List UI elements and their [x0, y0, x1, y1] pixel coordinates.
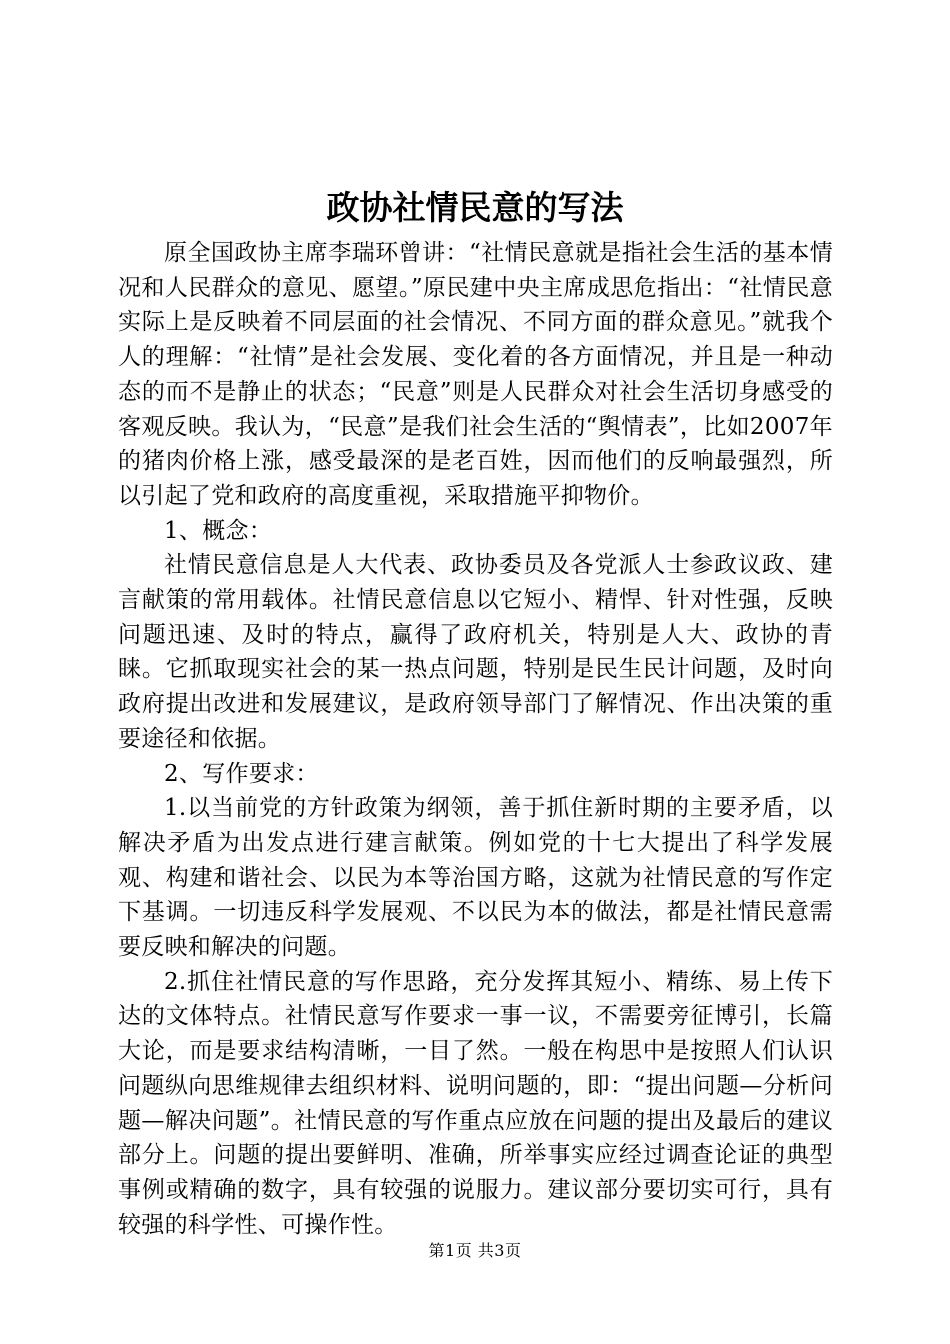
- paragraph-requirement-1: 1.以当前党的方针政策为纲领，善于抓住新时期的主要矛盾，以解决矛盾为出发点进行建言献策。例如党的十七大提出了科学发展观、构建和谐社会、以民为本等治国方略，这就为社情民意的写作定下基调。一切违反科学发展观、不以民为本的做法，都是社情民意需要反映和解决的问题。: [118, 795, 833, 961]
- paragraph-concept: 社情民意信息是人大代表、政协委员及各党派人士参政议政、建言献策的常用载体。社情民意信息以它短小、精悍、针对性强，反映问题迅速、及时的特点，赢得了政府机关，特别是人大、政协的青睐。它抓取现实社会的某一热点问题，特别是民生民计问题，及时向政府提出改进和发展建议，是政府领导部门了解情况、作出决策的重要途径和依据。: [118, 552, 833, 752]
- paragraph-requirement-2: 2.抓住社情民意的写作思路，充分发挥其短小、精练、易上传下达的文体特点。社情民意写作要求一事一议，不需要旁征博引，长篇大论，而是要求结构清晰，一目了然。一般在构思中是按照人们认识问题纵向思维规律去组织材料、说明问题的，即：“提出问题—分析问题—解决问题”。社情民意的写作重点应放在问题的提出及最后的建议部分上。问题的提出要鲜明、准确，所举事实应经过调查论证的典型事例或精确的数字，具有较强的说服力。建议部分要切实可行，具有较强的科学性、可操作性。: [118, 968, 833, 1238]
- page-title: 政协社情民意的写法: [326, 188, 624, 227]
- paragraph-intro: 原全国政协主席李瑞环曾讲：“社情民意就是指社会生活的基本情况和人民群众的意见、愿望。”原民建中央主席成思危指出：“社情民意实际上是反映着不同层面的社会情况、不同方面的群众意见。”就我个人的理解：“社情”是社会发展、变化着的各方面情况，并且是一种动态的而不是静止的状态；“民意”则是人民群众对社会生活切身感受的客观反映。我认为，“民意”是我们社会生活的“舆情表”，比如2007年的猪肉价格上涨，感受最深的是老百姓，因而他们的反响最强烈，所以引起了党和政府的高度重视，采取措施平抑物价。: [118, 240, 833, 509]
- section-heading-requirements: 2、写作要求：: [164, 760, 319, 787]
- section-heading-concept: 1、概念：: [164, 517, 273, 544]
- page-number-footer: 第1页 共3页: [428, 1241, 522, 1260]
- document-body: [118, 236, 833, 1242]
